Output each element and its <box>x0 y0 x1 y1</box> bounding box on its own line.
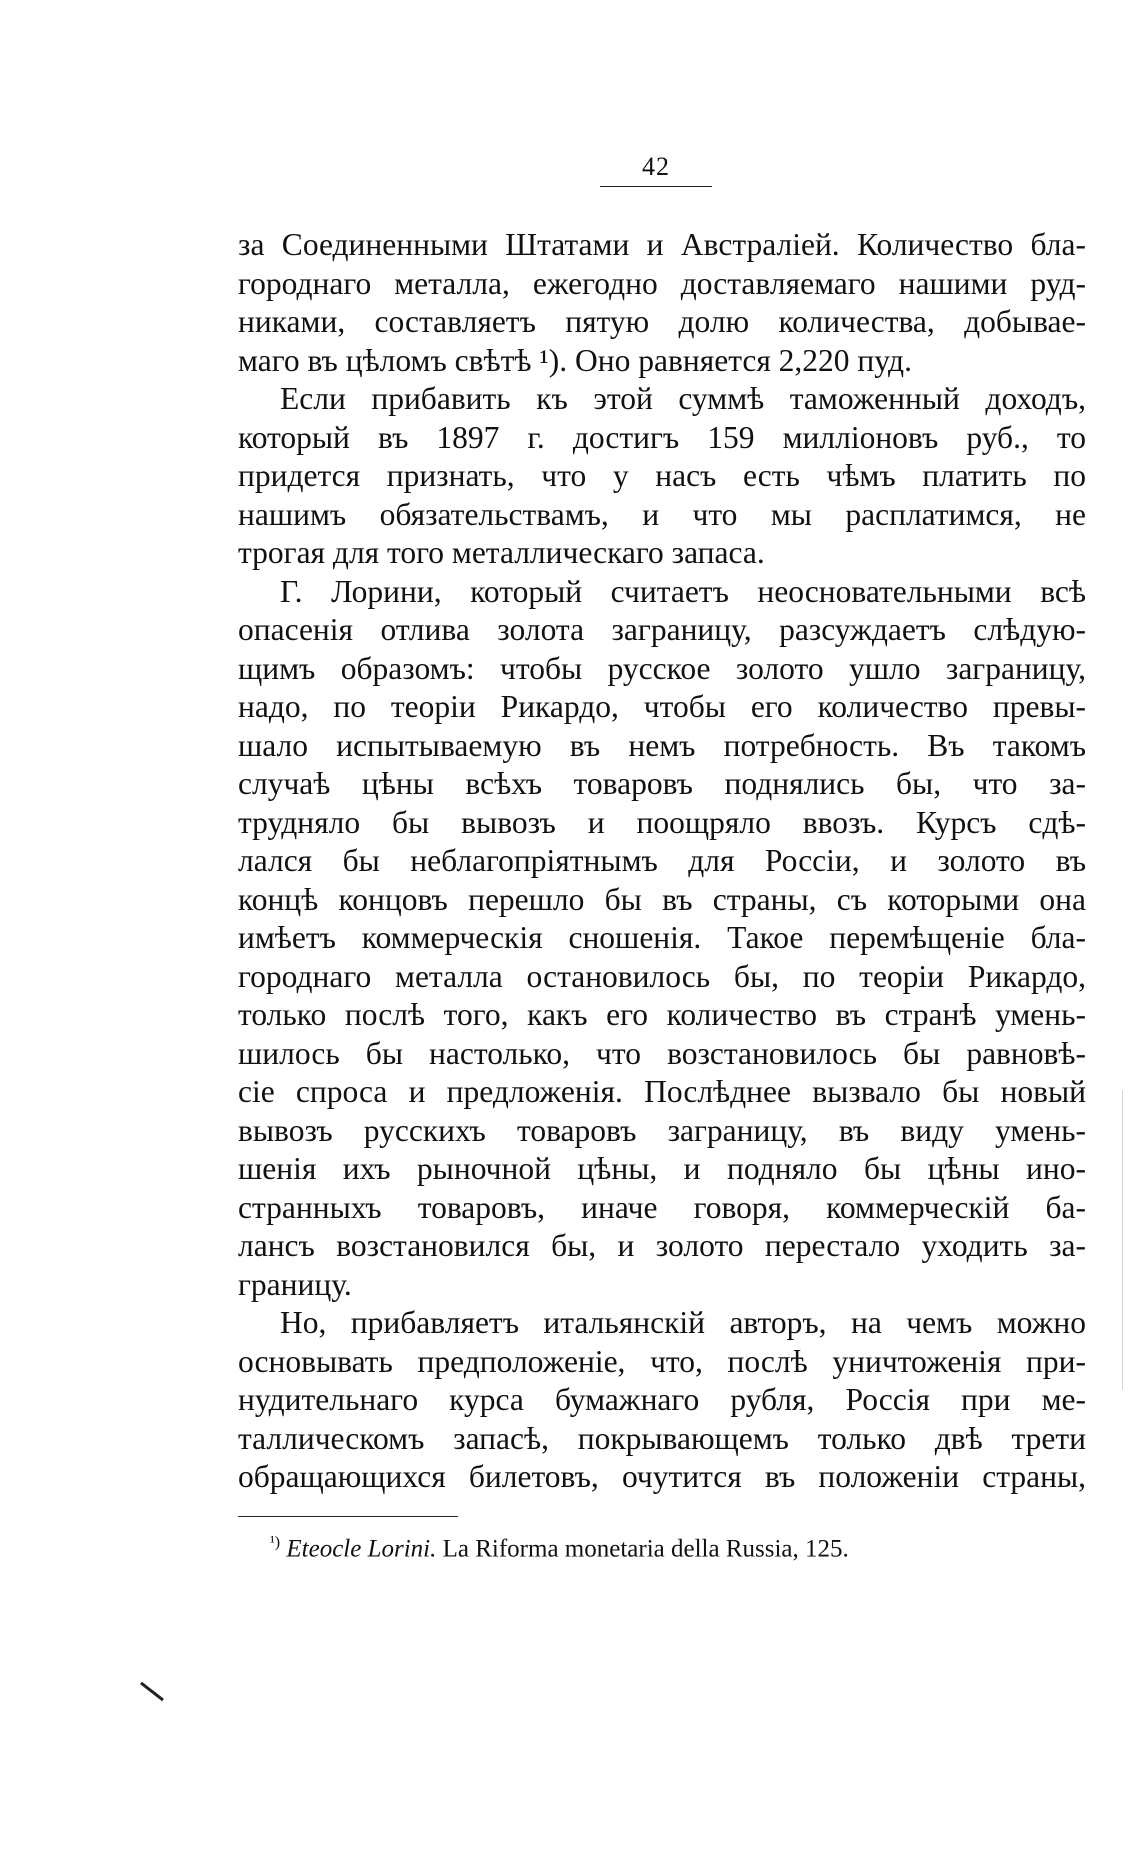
footnote-author: Eteocle Lorini. <box>286 1535 437 1563</box>
text-line: странныхъ товаровъ, иначе говоря, коммерческій ба- <box>238 1189 1086 1225</box>
text-line: Если прибавить къ этой суммѣ таможенный доходъ, <box>280 381 1086 416</box>
text-line: за Соединенными Штатами и Австраліей. Количество бла- <box>238 227 1086 262</box>
text-line: шилось бы настолько, что возстановилось бы равновѣ- <box>238 1035 1086 1071</box>
text-line: нудительнаго курса бумажнаго рубля, Россія при ме- <box>238 1382 1086 1417</box>
text-line: трогая для того металлическаго запаса. <box>238 535 765 570</box>
text-line: надо, по теоріи Рикардо, чтобы его количество превы- <box>238 689 1086 724</box>
text-line: нашимъ обязательствамъ, и что мы расплатимся, не <box>238 496 1086 532</box>
text-line: городнаго металла остановилось бы, по теоріи Рикардо, <box>238 958 1086 994</box>
text-line: Г. Лорини, который считаетъ неосновательными всѣ <box>280 573 1086 609</box>
body-text <box>238 226 1086 1497</box>
footnote-marker: ¹) <box>270 1534 281 1551</box>
text-line: сіе спроса и предложенія. Послѣднее вызвало бы новый <box>238 1074 1086 1109</box>
footnote-divider <box>238 1516 458 1517</box>
text-line: щимъ образомъ: чтобы русское золото ушло заграницу, <box>238 650 1086 686</box>
text-line: концѣ концовъ перешло бы въ страны, съ которыми она <box>238 881 1086 917</box>
text-line: городнаго металла, ежегодно доставляемаго нашими руд- <box>238 265 1086 301</box>
footnote <box>270 1534 849 1563</box>
margin-mark <box>140 1682 164 1702</box>
text-line: вывозъ русскихъ товаровъ заграницу, въ виду умень- <box>238 1112 1086 1148</box>
text-line: опасенія отлива золота заграницу, разсуждаетъ слѣдую- <box>238 612 1086 647</box>
text-line: Но, прибавляетъ итальянскій авторъ, на чемъ можно <box>280 1305 1086 1340</box>
text-line: случаѣ цѣны всѣхъ товаровъ поднялись бы, что за- <box>238 766 1086 801</box>
text-line: который въ 1897 г. достигъ 159 милліоновъ руб., то <box>238 419 1086 455</box>
text-line: лансъ возстановился бы, и золото перестало уходить за- <box>238 1228 1086 1263</box>
text-line: только послѣ того, какъ его количество въ странѣ умень- <box>238 997 1086 1032</box>
text-line: никами, составляетъ пятую долю количества, добывае- <box>238 304 1086 339</box>
text-line: таллическомъ запасѣ, покрывающемъ только двѣ трети <box>238 1420 1086 1456</box>
text-line: маго въ цѣломъ свѣтѣ ¹). Оно равняется 2,220 пуд. <box>238 342 912 378</box>
text-line: имѣетъ коммерческія сношенія. Такое перемѣщеніе бла- <box>238 920 1086 955</box>
footnote-title: La Riforma monetaria della Russia, 125. <box>442 1535 849 1563</box>
text-line: трудняло бы вывозъ и поощряло ввозъ. Курсъ сдѣ- <box>238 804 1086 840</box>
page-number: 42 <box>600 152 712 187</box>
text-line: границу. <box>238 1266 352 1302</box>
text-line: основывать предположеніе, что, послѣ уничтоженія при- <box>238 1343 1086 1379</box>
text-line: шенія ихъ рыночной цѣны, и подняло бы цѣны ино- <box>238 1151 1086 1186</box>
text-line: обращающихся билетовъ, очутится въ положеніи страны, <box>238 1459 1086 1494</box>
scan-edge-line <box>1122 1090 1123 1390</box>
text-line: лался бы неблагопріятнымъ для Россіи, и золото въ <box>238 843 1086 878</box>
text-line: шало испытываемую въ немъ потребность. Въ такомъ <box>238 727 1086 763</box>
text-line: придется признать, что у насъ есть чѣмъ платить по <box>238 458 1086 493</box>
